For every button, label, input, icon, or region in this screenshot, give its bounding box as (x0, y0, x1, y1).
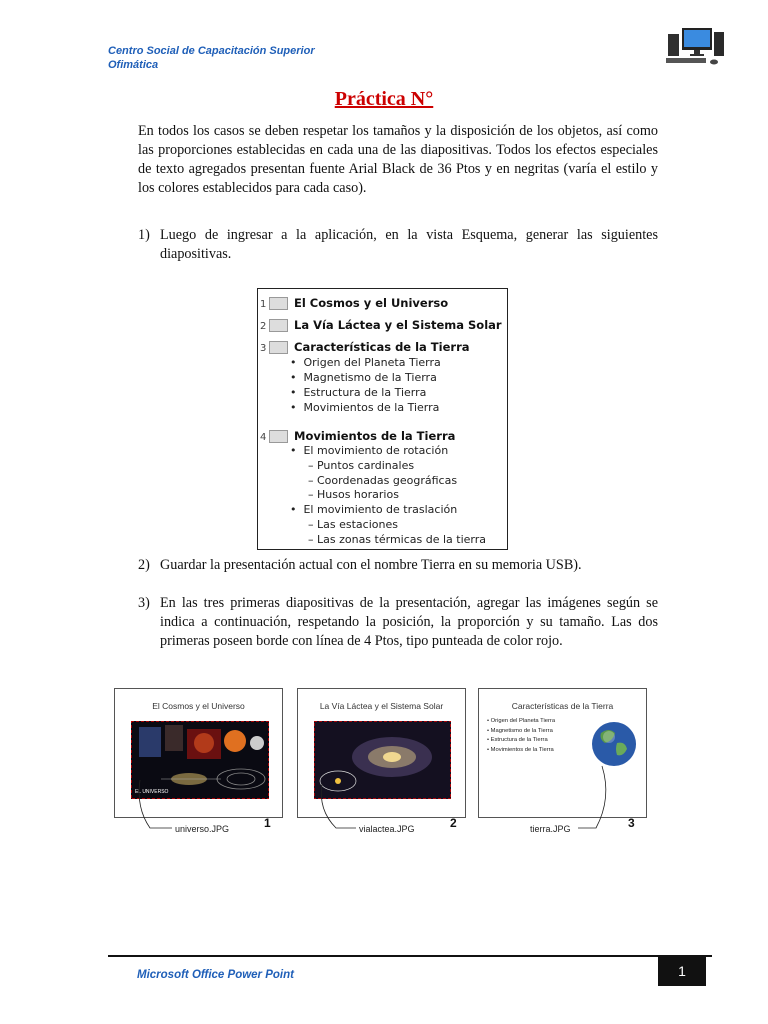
step-number: 2) (138, 557, 150, 573)
outline-slide-1 (260, 296, 448, 310)
slide-number-1: 1 (264, 816, 271, 830)
step-text: Guardar la presentación actual con el nombre Tierra en su memoria USB). (160, 557, 582, 573)
thumbnail-bullet: • Origen del Planeta Tierra (487, 717, 555, 727)
thumbnail-bullet: • Magnetismo de la Tierra (487, 727, 555, 737)
outline-slide-3 (260, 340, 470, 354)
thumbnail-title: El Cosmos y el Universo (152, 701, 245, 711)
step-2 (138, 556, 658, 575)
org-name: Centro Social de Capacitación Superior (108, 45, 315, 57)
step-text: Luego de ingresar a la aplicación, en la vista Esquema, generar las siguientes diapositivas. (160, 227, 658, 262)
page-title: Práctica N° (334, 88, 434, 110)
thumbnail-title: La Vía Láctea y el Sistema Solar (319, 701, 444, 711)
footer-app-name: Microsoft Office Power Point (137, 969, 294, 981)
outline-subbullet: – Las zonas térmicas de la tierra (308, 533, 487, 546)
outline-bullet: • Estructura de la Tierra (290, 386, 427, 399)
image-label: EL UNIVERSO (135, 789, 169, 795)
slide-title: El Cosmos y el Universo (294, 296, 449, 310)
header-org (108, 44, 315, 72)
slide-icon (269, 319, 288, 332)
slide-thumbnails (0, 688, 768, 848)
page-number: 1 (658, 956, 706, 986)
filename-tierra: tierra.JPG (530, 824, 571, 834)
thumbnail-bullet: • Movimientos de la Tierra (487, 746, 555, 756)
filename-vialactea: vialactea.JPG (359, 824, 415, 834)
slide-number-3: 3 (628, 816, 635, 830)
outline-bullet: • Magnetismo de la Tierra (290, 371, 437, 384)
outline-subbullet: – Husos horarios (308, 488, 399, 501)
slide-number: 2 (260, 321, 267, 332)
outline-bullet: • Movimientos de la Tierra (290, 401, 440, 414)
step-1 (138, 226, 658, 264)
step-text: En las tres primeras diapositivas de la presentación, agregar las imágenes según se indica a continuación, respetando la posición, la proporción y su tamaño. Las dos primeras poseen borde con línea de 4 Ptos, tipo punteada de color rojo. (160, 595, 658, 649)
slide-title: Movimientos de la Tierra (294, 429, 456, 443)
step-number: 3) (138, 595, 150, 611)
step-3 (138, 594, 658, 651)
outline-bullet: • El movimiento de rotación (290, 444, 449, 457)
outline-subbullet: – Puntos cardinales (308, 459, 415, 472)
intro-paragraph: En todos los casos se deben respetar los tamaños y la disposición de los objetos, así como las proporciones establecidas en cada una de las diapositivas. Todos los efectos especiales de texto agregados presentan fuente Arial Black de 36 Ptos y en negritas (varía el estilo y los colores establecidos para cada caso). (138, 123, 658, 196)
outline-bullet: • Origen del Planeta Tierra (290, 356, 441, 369)
step-number: 1) (138, 227, 150, 243)
outline-slide-2 (260, 318, 502, 332)
outline-subbullet: – Las estaciones (308, 518, 398, 531)
thumbnail-bullet: • Estructura de la Tierra (487, 736, 555, 746)
filename-universo: universo.JPG (175, 824, 230, 834)
slide-icon (269, 341, 288, 354)
thumbnail-title: Características de la Tierra (511, 701, 614, 711)
computer-icon (664, 26, 726, 68)
slide-icon (269, 297, 288, 310)
slide-number: 3 (260, 343, 267, 354)
slide-number: 1 (260, 299, 267, 310)
outline-view (257, 288, 508, 550)
outline-bullet: • El movimiento de traslación (290, 503, 458, 516)
slide-number: 4 (260, 432, 267, 443)
slide-number-2: 2 (450, 816, 457, 830)
slide-title: Características de la Tierra (294, 340, 470, 354)
org-subtitle: Ofimática (108, 59, 159, 71)
outline-subbullet: – Coordenadas geográficas (308, 474, 458, 487)
footer-divider (108, 955, 712, 957)
slide-icon (269, 430, 288, 443)
outline-slide-4 (260, 429, 455, 443)
slide-title: La Vía Láctea y el Sistema Solar (294, 318, 502, 332)
